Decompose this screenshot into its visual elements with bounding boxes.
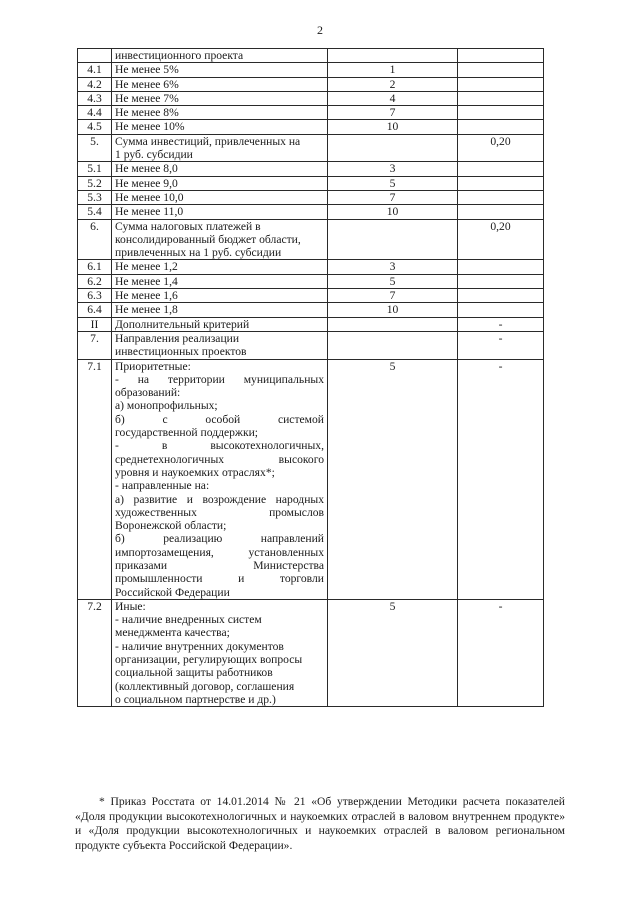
table-row: [78, 134, 544, 162]
row-number: 6.: [78, 219, 112, 260]
row-weight: [458, 205, 544, 219]
row-weight: 0,20: [458, 134, 544, 162]
description-line: б) с особой системой: [115, 412, 324, 426]
row-weight: [458, 77, 544, 91]
row-number: [78, 49, 112, 63]
row-weight: -: [458, 599, 544, 706]
row-weight: 0,20: [458, 219, 544, 260]
row-description: Не менее 1,6: [112, 289, 328, 303]
row-description: Не менее 8%: [112, 106, 328, 120]
row-weight: [458, 303, 544, 317]
description-line: Воронежской области;: [115, 519, 227, 533]
description-line: привлеченных на 1 руб. субсидии: [115, 246, 282, 260]
row-number: 5.1: [78, 162, 112, 176]
row-number: 4.2: [78, 77, 112, 91]
row-weight: -: [458, 317, 544, 331]
row-description: [112, 134, 328, 162]
row-score: [328, 219, 458, 260]
row-description: инвестиционного проекта: [112, 49, 328, 63]
table-row: [78, 205, 544, 219]
description-line: уровня и наукоемких отраслях*;: [115, 465, 275, 479]
row-weight: [458, 274, 544, 288]
table-row: [78, 599, 544, 706]
row-score: 1: [328, 63, 458, 77]
row-number: 7.2: [78, 599, 112, 706]
table-row: [78, 317, 544, 331]
description-line: Сумма налоговых платежей в: [115, 219, 261, 233]
row-weight: [458, 49, 544, 63]
table-row: [78, 176, 544, 190]
row-description: Не менее 7%: [112, 91, 328, 105]
row-number: 6.4: [78, 303, 112, 317]
row-weight: [458, 91, 544, 105]
table-row: [78, 49, 544, 63]
row-score: 5: [328, 274, 458, 288]
row-description: Не менее 11,0: [112, 205, 328, 219]
description-line: - направленные на:: [115, 479, 210, 493]
row-number: 4.1: [78, 63, 112, 77]
description-line: о социальном партнерстве и др.): [115, 692, 276, 706]
table-row: [78, 106, 544, 120]
table-row: [78, 91, 544, 105]
description-line: Направления реализации: [115, 331, 240, 345]
table-row: [78, 77, 544, 91]
row-weight: [458, 289, 544, 303]
row-description: Не менее 10%: [112, 120, 328, 134]
footnote: * Приказ Росстата от 14.01.2014 № 21 «Об утверждении Методики расчета показателей «Доля продукции высокотехнологичных и наукоемких отраслей в валовом внутреннем продукте» и «Доля продукции высокотехнологичных и наукоемких отраслей в валовом региональном продукте субъекта Российской Федерации».: [75, 795, 565, 852]
description-line: 1 руб. субсидии: [115, 148, 193, 162]
description-line: промышленности и торговли: [115, 572, 324, 586]
description-line: - в высокотехнологичных,: [115, 439, 324, 453]
description-line: импортозамещения, установленных: [115, 545, 324, 559]
row-score: 4: [328, 91, 458, 105]
row-number: 4.5: [78, 120, 112, 134]
row-description: [112, 219, 328, 260]
row-number: II: [78, 317, 112, 331]
row-number: 7.: [78, 331, 112, 359]
row-number: 6.1: [78, 260, 112, 274]
row-description: Не менее 1,4: [112, 274, 328, 288]
table-row: [78, 120, 544, 134]
description-line: организации, регулирующих вопросы: [115, 653, 303, 667]
row-number: 5.: [78, 134, 112, 162]
description-line: государственной поддержки;: [115, 426, 259, 440]
row-description: [112, 331, 328, 359]
row-number: 4.4: [78, 106, 112, 120]
row-score: 10: [328, 303, 458, 317]
row-description: Не менее 10,0: [112, 190, 328, 204]
row-number: 5.4: [78, 205, 112, 219]
description-line: менеджмента качества;: [115, 626, 230, 640]
description-line: Сумма инвестиций, привлеченных на: [115, 134, 301, 148]
row-description: Не менее 1,2: [112, 260, 328, 274]
row-description: Не менее 9,0: [112, 176, 328, 190]
description-line: художественных промыслов: [115, 505, 324, 519]
table-row: [78, 303, 544, 317]
table-row: [78, 331, 544, 359]
row-number: 7.1: [78, 359, 112, 599]
table-row: [78, 190, 544, 204]
row-score: 7: [328, 106, 458, 120]
row-weight: [458, 63, 544, 77]
row-description: Не менее 8,0: [112, 162, 328, 176]
row-description: Не менее 6%: [112, 77, 328, 91]
description-line: социальной защиты работников: [115, 666, 273, 680]
row-weight: [458, 190, 544, 204]
row-description: Дополнительный критерий: [112, 317, 328, 331]
row-number: 4.3: [78, 91, 112, 105]
description-line: образований:: [115, 386, 181, 400]
description-line: Иные:: [115, 599, 146, 613]
page-number: 2: [317, 23, 323, 37]
description-line: Приоритетные:: [115, 359, 191, 373]
description-line: Российской Федерации: [115, 585, 230, 599]
description-line: среднетехнологичных высокого: [115, 452, 324, 466]
row-weight: -: [458, 331, 544, 359]
description-line: - на территории муниципальных: [115, 372, 324, 386]
row-score: 10: [328, 120, 458, 134]
row-number: 6.3: [78, 289, 112, 303]
row-number: 5.3: [78, 190, 112, 204]
row-score: [328, 134, 458, 162]
row-score: [328, 49, 458, 63]
row-score: 3: [328, 162, 458, 176]
row-description: [112, 599, 328, 706]
description-line: - наличие внедренных систем: [115, 613, 262, 627]
row-weight: [458, 176, 544, 190]
description-line: приказами Министерства: [115, 558, 324, 572]
row-score: 7: [328, 289, 458, 303]
row-score: 5: [328, 359, 458, 599]
table-row: [78, 274, 544, 288]
description-line: инвестиционных проектов: [115, 345, 247, 359]
table-row: [78, 219, 544, 260]
description-line: - наличие внутренних документов: [115, 639, 284, 653]
row-score: 2: [328, 77, 458, 91]
criteria-table: [77, 48, 544, 707]
table-row: [78, 162, 544, 176]
description-line: б) реализацию направлений: [115, 532, 324, 546]
row-score: 5: [328, 599, 458, 706]
row-description: Не менее 1,8: [112, 303, 328, 317]
row-weight: [458, 120, 544, 134]
row-score: [328, 317, 458, 331]
description-line: а) развитие и возрождение народных: [115, 492, 324, 506]
row-score: [328, 331, 458, 359]
table-row: [78, 359, 544, 599]
description-line: (коллективный договор, соглашения: [115, 679, 295, 693]
row-score: 5: [328, 176, 458, 190]
row-weight: -: [458, 359, 544, 599]
row-description: [112, 359, 328, 599]
row-score: 7: [328, 190, 458, 204]
table-row: [78, 63, 544, 77]
row-weight: [458, 260, 544, 274]
row-score: 10: [328, 205, 458, 219]
table-row: [78, 260, 544, 274]
row-weight: [458, 106, 544, 120]
row-score: 3: [328, 260, 458, 274]
row-description: Не менее 5%: [112, 63, 328, 77]
table-row: [78, 289, 544, 303]
description-line: а) монопрофильных;: [115, 399, 218, 413]
description-line: консолидированный бюджет области,: [115, 232, 301, 246]
row-number: 5.2: [78, 176, 112, 190]
row-number: 6.2: [78, 274, 112, 288]
row-weight: [458, 162, 544, 176]
